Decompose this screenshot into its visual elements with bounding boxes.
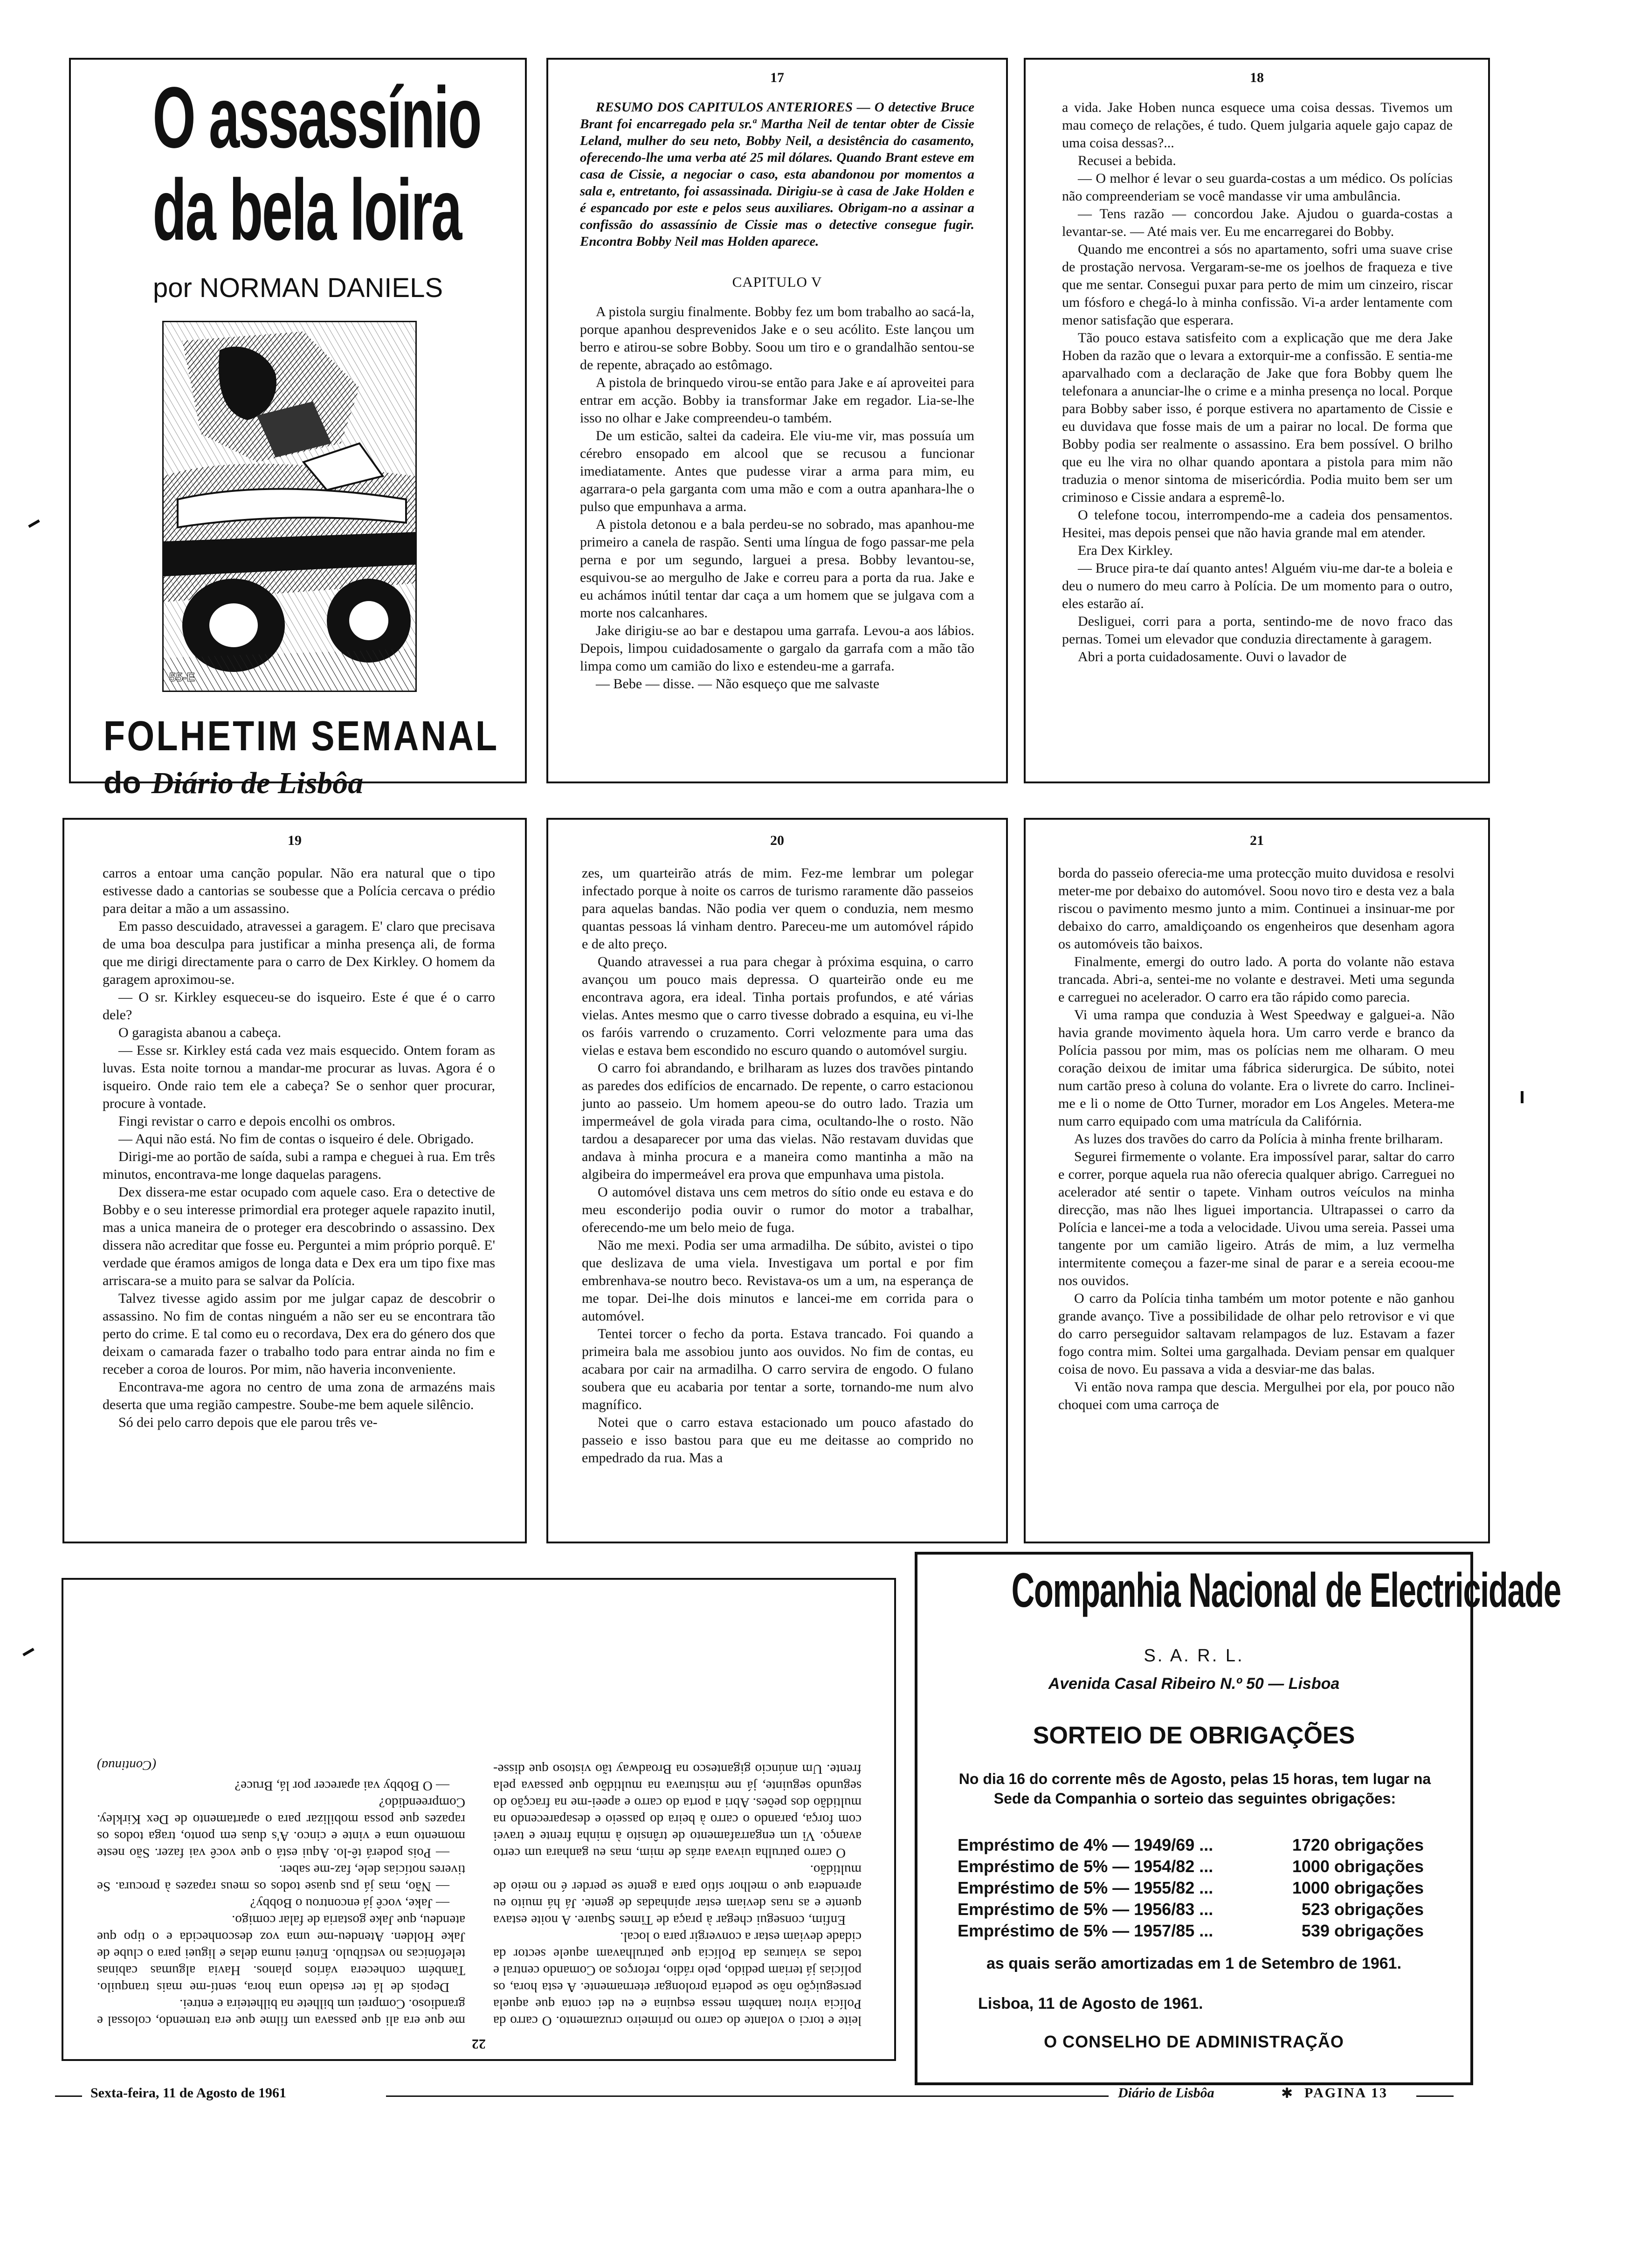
registration-mark xyxy=(28,519,40,528)
page-17-column xyxy=(580,99,974,693)
company-name: Companhia Nacional de Electricidade xyxy=(1011,1563,1561,1618)
page-number: 17 xyxy=(770,70,784,85)
paragraph: Abri a porta cuidadosamente. Ouvi o lavador de xyxy=(1078,649,1347,664)
paragraph: — Bebe — disse. — Não esqueço que me salvaste xyxy=(596,676,880,691)
paragraph: As luzes dos travões do carro da Polícia à minha frente brilharam. xyxy=(1074,1131,1443,1147)
footer xyxy=(55,2085,1491,2106)
paragraph: Recusei a bebida. xyxy=(1078,153,1176,168)
page-20-column xyxy=(582,864,973,1467)
loan-list xyxy=(958,1834,1424,1942)
loan-row xyxy=(958,1877,1424,1899)
company-address: Avenida Casal Ribeiro N.º 50 — Lisboa xyxy=(1048,1675,1340,1693)
footer-star-icon: ✱ xyxy=(1281,2086,1293,2101)
paragraph: — Tens razão — concordou Jake. Ajudou o guarda-costas a levantar-se. — Até mais ver. Eu me encarregarei do Bobby. xyxy=(1062,206,1453,239)
paragraph: Dex dissera-me estar ocupado com aquele caso. Era o detective de Bobby e o seu interesse primordial era proteger aquele rapazito inutil, mas a unica maneira de o proteger era descobrindo o assassino. Dex dissera não acreditar que fosse eu. Perguntei a mim próprio porquê. E' verdade que éramos amigos de longa data e Dex era um tipo fixe mas arriscara-se a muito para se salvar da Polícia. xyxy=(103,1184,495,1288)
paragraph: — O Bobby vai aparecer por lá, Bruce? xyxy=(234,1778,449,1793)
page-22-rotated-content xyxy=(63,1580,894,2059)
paragraph: — Aqui não está. No fim de contas o isqueiro é dele. Obrigado. xyxy=(118,1131,474,1147)
registration-mark xyxy=(1521,1091,1524,1103)
page-number: 19 xyxy=(288,833,302,848)
paragraph: carros a entoar uma canção popular. Não era natural que o tipo estivesse dado a cantorias se soubesse que a Polícia cercava o prédio para deitar a mão a um assassino. xyxy=(103,865,495,916)
paragraph: a vida. Jake Hoben nunca esquece uma coisa dessas. Tivemos um mau começo de relações, é tudo. Quem julgaria aquele gajo capaz de uma coisa dessas?... xyxy=(1062,100,1453,151)
ad-intro: No dia 16 do corrente mês de Agosto, pelas 15 horas, tem lugar na Sede da Companhia o sorteio das seguintes obrigações: xyxy=(958,1770,1431,1807)
paragraph: — Não, mas já pus quase todos os meus rapazes à procura. Se tiveres notícias dele, faz-me saber. xyxy=(97,1862,465,1894)
footer-rule-middle xyxy=(386,2095,1109,2097)
loan-row xyxy=(958,1856,1424,1877)
page-number: 18 xyxy=(1250,70,1264,85)
footer-paper: Diário de Lisbôa xyxy=(1118,2085,1214,2101)
paragraph: O carro foi abrandando, e brilharam as luzes dos travões pintando as paredes dos edifícios de encarnado. De repente, o carro estacionou junto ao passeio. Um homem apeou-se do outro lado. Trazia um impermeável de gola virada para cima, ocultando-lhe o rosto. Não tardou a desaparecer por uma das vielas. Não restavam duvidas que andava à minha procura e a maneira como mantinha a mão na algibeira do impermeável era prova que empunhava uma pistola. xyxy=(582,1060,973,1182)
page-20-panel xyxy=(546,818,1008,1543)
page-number: 20 xyxy=(770,833,784,848)
title-panel xyxy=(69,58,527,800)
place-date: Lisboa, 11 de Agosto de 1961. xyxy=(978,1995,1203,2012)
page-22-panel xyxy=(62,1578,896,2061)
paragraph: Notei que o carro estava estacionado um pouco afastado do passeio e isso bastou para que eu me deitasse ao comprido no empedrado da rua. Mas a xyxy=(582,1415,973,1466)
paragraph: Enfim, consegui chegar à praça de Times Square. A noite estava quente e as ruas deviam estar apinhadas de gente. Já há muito eu aprendera que o melhor sítio para a gente se perder é no meio de multidão. xyxy=(493,1862,862,1928)
page-19-column xyxy=(103,864,495,1431)
paragraph: Era Dex Kirkley. xyxy=(1078,543,1173,558)
paragraph: O telefone tocou, interrompendo-me a cadeia dos pensamentos. Hesitei, mas depois pensei que não havia grande mal em atender. xyxy=(1062,507,1453,540)
amortization-note: as quais serão amortizadas em 1 de Setembro de 1961. xyxy=(986,1955,1402,1972)
page-19-panel xyxy=(62,818,527,1543)
paragraph: Só dei pelo carro depois que ele parou três ve- xyxy=(118,1415,378,1430)
loan-label: Empréstimo de 4% — 1949/69 ... xyxy=(958,1835,1214,1854)
paragraph: Talvez tivesse agido assim por me julgar capaz de descobrir o assassino. No fim de contas ninguém a não ser eu se encontrara tão perto do crime. E tal como eu o recordava, Dex era do género dos que deixam o camarada fazer o trabalho todo para entrar ainda no fim e receber a coroa de louros. Por mim, não haveria inconveniente. xyxy=(103,1291,495,1377)
paragraph: O garagista abanou a cabeça. xyxy=(118,1025,281,1040)
paragraph: Depois de lá ter estado uma hora, sentí-me mais tranquilo. Também conhecera vários planos. Havia algumas cabinas telefónicas no vestíbulo. Entrei numa delas e liguei para o clube de Jake Holden. Atendeu-me uma voz desconhecida e o tipo que atendeu, que Jake gostaria de falar comigo. xyxy=(97,1913,465,1995)
paragraph: Finalmente, emergi do outro lado. A porta do volante não estava trancada. Abri-a, sentei-me no volante e destravei. Meti uma segunda e carreguei no acelerador. O carro era tão rápido como parecia. xyxy=(1058,954,1455,1005)
car-illustration xyxy=(164,322,415,691)
paragraph: — Pois poderá tê-lo. Aqui está o que você vai fazer. São neste momento uma e vinte e cinco. A's duas em ponto, traga todos os rapazes que possa mobilizar para o apartamento de Dex Kirkley. Compreendido? xyxy=(97,1795,465,1860)
paragraph: O carro da Polícia tinha também um motor potente e não ganhou grande avanço. Tive a possibilidade de olhar pelo retrovisor e vi que do carro perseguidor saltavam relampagos de luz. Estavam a fazer fogo contra mim. Soltei uma gargalhada. Deviam pensar em qualquer coisa de novo. Eu passava a vida a desviar-me das balas. xyxy=(1058,1291,1455,1377)
paragraph: Vi então nova rampa que descia. Mergulhei por ela, por pouco não choquei com uma carroça de xyxy=(1058,1379,1455,1412)
page-22-columns xyxy=(97,1596,862,2029)
page-number: 22 xyxy=(472,2036,486,2052)
paragraph: — Bruce pira-te daí quanto antes! Alguém viu-me dar-te a boleia e deu o numero do meu carro à Polícia. De um momento para o outro, eles estarão aí. xyxy=(1062,560,1453,611)
paragraph: leite e torci o volante do carro no primeiro cruzamento. O carro da Polícia virou também nessa esquina e eu dei conta que aquela perseguição não se poderia prolongar eternamente. A esta hora, os polícias já teriam pedido, pelo rádio, reforços ao Comando central e todas as viaturas da Polícia que patrulhavam aquele sector da cidade deviam estar a convergir para o local. xyxy=(493,1929,862,2028)
paragraph: Encontrava-me agora no centro de uma zona de armazéns mais deserta que uma região campestre. Soube-me bem aquele silêncio. xyxy=(103,1379,495,1412)
paragraph: Tão pouco estava satisfeito com a explicação que me dera Jake Hoben da razão que o levara a extorquir-me a confissão. E sentia-me aparvalhado com a declaração de Jake que fora Bobby quem lhe telefonara a anunciar-lhe o crime e a minha presença no local. Porque para Bobby saber isso, é porque estivera no apartamento de Cissie e eu duvidava que fosse mais de um a pairar no local. De forma que Bobby podia ser realmente o assassino. Era bem possível. O brilho que eu lhe vira no olhar quando apontara a pistola para mim não traduzia o menor sintoma de misericórdia. Podia muito bem ser um criminoso e Cissie andara a espremê-lo. xyxy=(1062,330,1453,505)
loan-label: Empréstimo de 5% — 1954/82 ... xyxy=(958,1857,1214,1876)
byline: por NORMAN DANIELS xyxy=(152,273,443,303)
illustration-signature: 55-E xyxy=(169,670,195,684)
registration-mark xyxy=(22,1648,34,1656)
newspaper-name: Diário de Lisbôa xyxy=(151,766,364,800)
paragraph: A pistola surgiu finalmente. Bobby fez um bom trabalho ao sacá-la, porque apanhou desprevenidos Jake e o seu acólito. Este lançou um berro e atirou-se sobre Bobby. Soou um tiro e o grandalhão sentou-se de repente, abraçado ao estômago. xyxy=(580,304,974,373)
paragraph: Tentei torcer o fecho da porta. Estava trancado. Foi quando a primeira bala me assobiou junto aos ouvidos. No fim de contas, eu acabara por cair na armadilha. O carro servira de engodo. O fulano soubera que eu acabaria por tentar a sorte, tornando-me num alvo magnífico. xyxy=(582,1326,973,1412)
continua-note: (Continua) xyxy=(97,1758,157,1773)
company-sarl: S. A. R. L. xyxy=(1144,1646,1244,1666)
loan-label: Empréstimo de 5% — 1956/83 ... xyxy=(958,1900,1214,1919)
ad-heading: SORTEIO DE OBRIGAÇÕES xyxy=(1033,1722,1355,1749)
page-21-panel xyxy=(1024,818,1490,1543)
paragraph: Fingi revistar o carro e depois encolhi os ombros. xyxy=(118,1113,396,1129)
page-17-panel xyxy=(546,58,1008,783)
loan-amount: 539 obrigações xyxy=(1301,1921,1424,1940)
paragraph: Jake dirigiu-se ao bar e destapou uma garrafa. Levou-a aos lábios. Depois, limpou cuidadosamente o gargalo da garrafa com a mão tão limpa como um camião do lixo e estendeu-me a garrafa. xyxy=(580,623,974,674)
chapter-summary: RESUMO DOS CAPITULOS ANTERIORES — O detective Bruce Brant foi encarregado pela sr.ª Martha Neil de tentar obter de Cissie Leland, mulher do seu neto, Bobby Neil, a desistência do casamento, oferecendo-lhe uma verba até 25 mil dólares. Quando Brant esteve em casa de Cissie, a negociar o caso, esta abandonou por momentos a sala e, entretanto, foi assassinada. Dirigiu-se à casa de Jake Holden e é espancado por este e pelos seus auxiliares. Obrigam-no a assinar a confissão do assassínio de Cissie mas o detective consegue fugir. Encontra Bobby Neil mas Holden aparece. xyxy=(580,100,974,249)
paragraph: zes, um quarteirão atrás de mim. Fez-me lembrar um polegar infectado porque à noite os carros de turismo raramente dão passeios para aquelas bandas. Não podia ver quem o conduzia, nem mesmo quantas pessoas lá vinham dentro. Pareceu-me um automóvel rápido e de alto preço. xyxy=(582,865,973,952)
paragraph: Em passo descuidado, atravessei a garagem. E' claro que precisava de uma boa desculpa para justificar a minha presença ali, de forma que me dirigi directamente para o carro de Dex Kirkley. O homem da garagem aproximou-se. xyxy=(103,919,495,987)
loan-amount: 1000 obrigações xyxy=(1292,1857,1424,1876)
paragraph: borda do passeio oferecia-me uma protecção muito duvidosa e resolvi meter-me por debaixo do automóvel. Soou novo tiro e desta vez a bala riscou o pavimento mesmo junto a mim. Continuei a insinuar-me por debaixo do carro, amaldiçoando os engenheiros que desenham agora os automóveis tão baixos. xyxy=(1058,865,1455,952)
illustration xyxy=(162,321,417,692)
paragraph: A pistola detonou e a bala perdeu-se no sobrado, mas apanhou-me primeiro a canela de raspão. Senti uma língua de fogo passar-me pela perna e por um segundo, larguei a presa. Bobby levantou-se, esquivou-se ao mergulho de Jake e correu para a porta da rua. Jake e eu achámos inútil tentar dar caça a um homem que se julgava com a morte nos calcanhares. xyxy=(580,517,974,621)
paragraph: Dirigi-me ao portão de saída, subi a rampa e cheguei à rua. Em três minutos, encontrava-me longe daquelas paragens. xyxy=(103,1149,495,1182)
paragraph: — Jake, você já encontrou o Bobby? xyxy=(250,1896,449,1911)
footer-date: Sexta-feira, 11 de Agosto de 1961 xyxy=(90,2085,286,2101)
title-line-1: O assassínio xyxy=(152,69,481,166)
paragraph: Vi uma rampa que conduzia à West Speedway e galguei-a. Não havia grande movimento àquela hora. Um carro verde e branco da Polícia passou por mim, mas os polícias nem me olharam. O meu coração deixou de imitar uma fábrica siderurgica. De súbito, notei num cartão preso à coluna do volante. Era o livrete do carro. Inclinei-me e li o nome de Otto Turner, morador em Los Angeles. Metera-me num carro equipado com uma matrícula da Califórnia. xyxy=(1058,1007,1455,1129)
paragraph: Quando atravessei a rua para chegar à próxima esquina, o carro avançou um pouco mais depressa. O quarteirão onde eu me encontrava agora, era ideal. Tinha portais profundos, e até várias vielas. Antes mesmo que o carro tivesse dobrado a esquina, eu vi-lhe os faróis varrendo o cruzamento. Corri velozmente para uma das vielas e estava bem escondido no escuro quando o automóvel surgiu. xyxy=(582,954,973,1058)
page-number: 21 xyxy=(1250,833,1264,848)
page-21-column xyxy=(1058,864,1455,1414)
board-signature: O CONSELHO DE ADMINISTRAÇÃO xyxy=(1044,2032,1344,2051)
paragraph: O automóvel distava uns cem metros do sítio onde eu estava e do meu esconderijo podia ouvir o rumor do motor a trabalhar, oferecendo-me um belo meio de fuga. xyxy=(582,1184,973,1235)
paragraph: — Esse sr. Kirkley está cada vez mais esquecido. Ontem foram as luvas. Esta noite tornou a mandar-me procurar as luvas. Agora é o isqueiro. Onde raio tem ele a cabeça? Se o senhor quer procurar, procure à vontade. xyxy=(103,1043,495,1111)
paragraph: — O sr. Kirkley esqueceu-se do isqueiro. Este é que é o carro dele? xyxy=(103,989,495,1023)
paragraph: Segurei firmemente o volante. Era impossível parar, saltar do carro e correr, porque aquela rua não oferecia qualquer abrigo. Carreguei no acelerador até sentir o tapete. Vinham outros veículos na minha direcção, mas não lhes liguei importancia. Ultrapassei o carro da Polícia e lancei-me a toda a velocidade. Uivou uma sereia. Passei uma tangente por um camião ligeiro. Atrás de mim, a luz vermelha intermitente começou a fazer-me sinal de parar e a sereia ecoou-me nos ouvidos. xyxy=(1058,1149,1455,1288)
loan-amount: 1720 obrigações xyxy=(1292,1835,1424,1854)
loan-label: Empréstimo de 5% — 1955/82 ... xyxy=(958,1878,1214,1897)
page-18-column xyxy=(1062,99,1453,666)
paragraph: De um esticão, saltei da cadeira. Ele viu-me vir, mas possuía um cérebro ensopado em alcool que se recusou a funcionar imediatamente. Antes que pudesse virar a arma para mim, eu agarrara-o pela garganta com uma mão e com a outra apanhara-lhe o pulso que empunhava a arma. xyxy=(580,428,974,514)
advertisement-panel xyxy=(915,1552,1561,2085)
footer-rule-right xyxy=(1416,2095,1454,2097)
paragraph: — O melhor é levar o seu guarda-costas a um médico. Os polícias não compreenderiam se você mandasse vir uma ambulância. xyxy=(1062,171,1453,204)
do-word: do xyxy=(103,765,141,800)
loan-amount: 1000 obrigações xyxy=(1292,1878,1424,1897)
loan-row xyxy=(958,1899,1424,1920)
page-18-panel xyxy=(1024,58,1490,783)
footer-rule-left xyxy=(55,2095,82,2097)
paragraph: O carro patrulha uivava atrás de mim, mas eu ganhara um certo avanço. Vi um engarrafamento de trânsito à minha frente e travei com força, parando o carro à beira do passeio e desaparecendo na multidão dos peões. Abri a porta do carro e apeei-me na fracção do segundo seguinte, já me misturava na multidão que passava pela frente. Um anúncio gigantesco na Broadway tão vistoso que disse-me que era ali que passava um filme que era tremendo, colossal e grandioso. Comprei um bilhete na bilheteira e entrei. xyxy=(97,1762,862,2028)
loan-row xyxy=(958,1920,1424,1942)
paragraph: A pistola de brinquedo virou-se então para Jake e aí aproveitei para entrar em acção. Bobby ia transformar Jake em regador. Lia-se-lhe isso no olhar e Jake compreendeu-o também. xyxy=(580,375,974,426)
loan-label: Empréstimo de 5% — 1957/85 ... xyxy=(958,1921,1214,1940)
title-line-2: da bela loira xyxy=(152,162,461,258)
paragraph: Não me mexi. Podia ser uma armadilha. De súbito, avistei o tipo que deslizava de uma viela. Investigava um portal e por fim embrenhava-se noutro beco. Revistava-os um a um, na esperança de me topar. Dei-lhe dois minutos e lancei-me em corrida para o automóvel. xyxy=(582,1238,973,1324)
paragraph: Desliguei, corri para a porta, sentindo-me de novo fraco das pernas. Tomei um elevador que conduzia directamente à garagem. xyxy=(1062,614,1453,647)
paragraph: Quando me encontrei a sós no apartamento, sofri uma suave crise de prostação nervosa. Vergaram-se-me os joelhos de fraqueza e tive que me sentar. Consegui puxar para perto de mim um cinzeiro, riscar um fósforo e chegá-lo à minha confissão. Vi-a arder lentamente com menor satisfação que esperara. xyxy=(1062,242,1453,328)
loan-amount: 523 obrigações xyxy=(1301,1900,1424,1919)
footer-page: PAGINA 13 xyxy=(1304,2085,1388,2101)
newspaper-line xyxy=(103,765,363,801)
folhetim-heading: FOLHETIM SEMANAL xyxy=(103,713,499,760)
loan-row xyxy=(958,1834,1424,1856)
chapter-heading: CAPITULO V xyxy=(732,274,822,290)
